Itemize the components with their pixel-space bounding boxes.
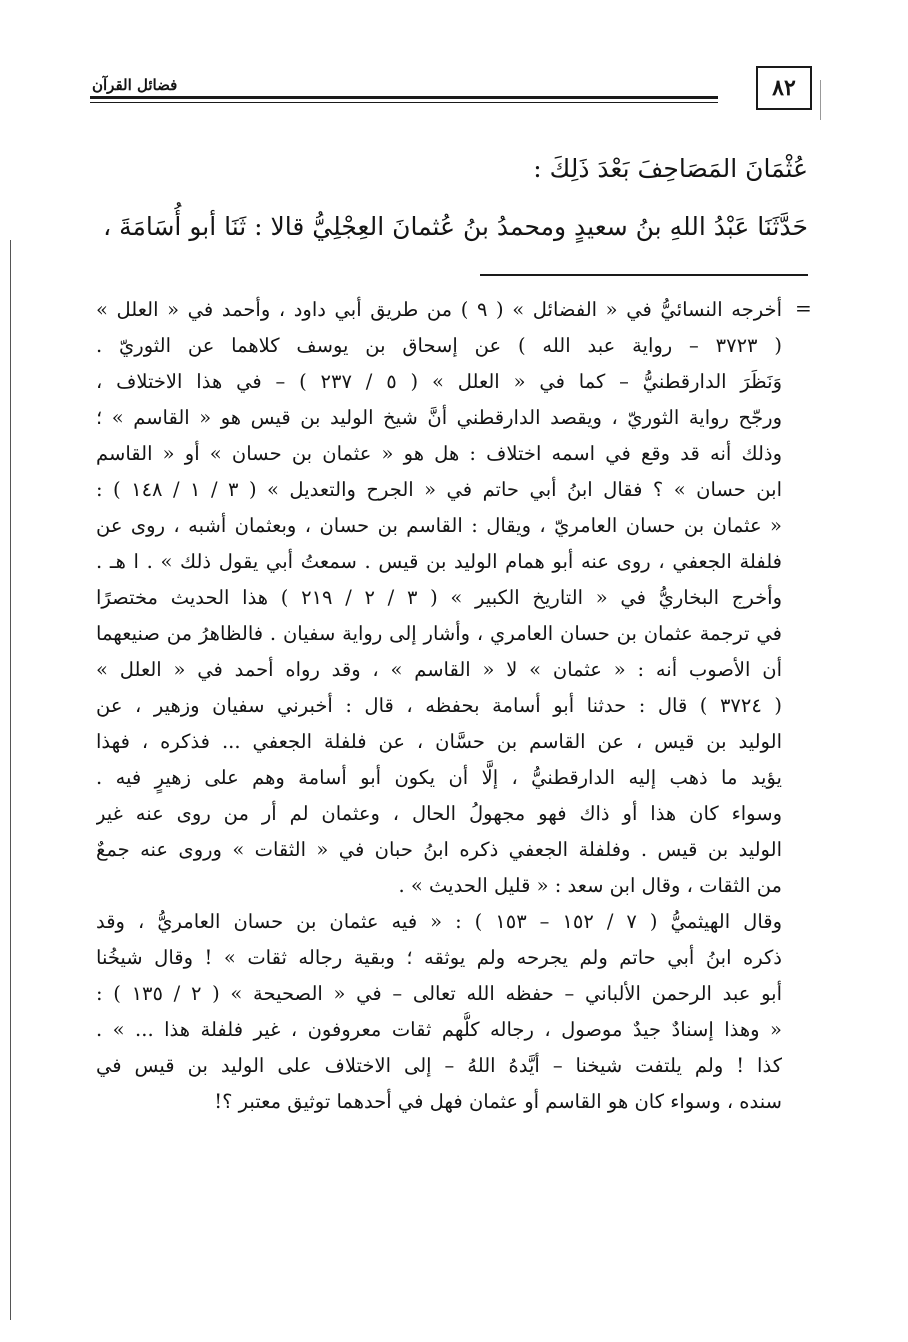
footnote-line: ( ٣٧٢٣ – رواية عبد الله ) عن إسحاق بن يوسف كلاهما عن الثوريّ . bbox=[96, 334, 782, 357]
footnote-line: كذا ! ولم يلتفت شيخنا – أيَّدهُ اللهُ – إلى الاختلاف على الوليد بن قيس في bbox=[96, 1054, 782, 1077]
footnote-line: من الثقات ، وقال ابن سعد : « قليل الحديث » . bbox=[398, 874, 782, 897]
footnote-line: وقال الهيثميُّ ( ٧ / ١٥٢ – ١٥٣ ) : « فيه عثمان بن حسان العامريُّ ، وقد bbox=[96, 910, 782, 933]
footnote-line: ابن حسان » ؟ فقال ابنُ أبي حاتم في « الجرح والتعديل » ( ٣ / ١ / ١٤٨ ) : bbox=[96, 478, 782, 501]
footnote-line: وأخرج البخاريُّ في « التاريخ الكبير » ( ٣ / ٢ / ٢١٩ ) هذا الحديث مختصرًا bbox=[96, 586, 782, 609]
footnote-line: أن الأصوب أنه : « عثمان » لا « القاسم » ، وقد رواه أحمد في « العلل » bbox=[96, 658, 782, 681]
footnote-line: وَنَظَرَ الدارقطنيُّ – كما في « العلل » ( ٥ / ٢٣٧ ) – في هذا الاختلاف ، bbox=[96, 370, 782, 393]
footnotes bbox=[96, 292, 782, 1120]
footnote-line: فلفلة الجعفي ، روى عنه أبو همام الوليد بن قيس . سمعتُ أبي يقول ذلك » . ا هـ . bbox=[96, 550, 782, 573]
header-rule bbox=[90, 96, 718, 99]
page-header bbox=[90, 62, 812, 118]
footnote-line: يؤيد ما ذهب إليه الدارقطنيُّ ، إلَّا أن يكون أبو أسامة وهم على زهيرٍ فيه . bbox=[96, 766, 782, 789]
footnote-line: ذكره ابنُ أبي حاتم ولم يجرحه ولم يوثقه ؛ وبقية رجاله ثقات » ! وقال شيخُنا bbox=[96, 946, 782, 969]
footnote-line: أبو عبد الرحمن الألباني – حفظه الله تعالى – في « الصحيحة » ( ٢ / ١٣٥ ) : bbox=[96, 982, 782, 1005]
footnote-line: الوليد بن قيس ، عن القاسم بن حسَّان ، عن فلفلة الجعفي ... فذكره ، فهذا bbox=[96, 730, 782, 753]
footnote-line: وذلك أنه قد وقع في اسمه اختلاف : هل هو « عثمان بن حسان » أو « القاسم bbox=[96, 442, 782, 465]
page-number: ٨٢ bbox=[756, 66, 812, 110]
main-text-line: حَدَّثَنَا عَبْدُ اللهِ بنُ سعيدٍ ومحمدُ بنُ عُثمانَ العِجْلِيُّ قالا : ثَنَا أبو أُسَامَةَ ، bbox=[103, 212, 808, 241]
footnote-continuation-mark: = bbox=[795, 296, 812, 320]
header-rule-thin bbox=[90, 102, 718, 103]
scan-margin-line bbox=[10, 240, 11, 1320]
footnote-line: الوليد بن قيس . وفلفلة الجعفي ذكره ابنُ حبان في « الثقات » وروى عنه جمعٌ bbox=[96, 838, 782, 861]
footnote-line: ورجّح رواية الثوريّ ، ويقصد الدارقطني أنَّ شيخ الوليد بن قيس هو « القاسم » ؛ bbox=[96, 406, 782, 429]
footnote-line: « عثمان بن حسان العامريّ ، ويقال : القاسم بن حسان ، وبعثمان أشبه ، روى عن bbox=[96, 514, 782, 537]
footnote-line: أخرجه النسائيُّ في « الفضائل » ( ٩ ) من طريق أبي داود ، وأحمد في « العلل » bbox=[96, 298, 782, 321]
footnote-line: « وهذا إسنادٌ جيدٌ موصول ، رجاله كلُّهم ثقات معروفون ، غير فلفلة هذا ... » . bbox=[96, 1018, 782, 1041]
footnote-line: في ترجمة عثمان بن حسان العامري ، وأشار إلى رواية سفيان . فالظاهرُ من صنيعهما bbox=[96, 622, 782, 645]
footnote-line: سنده ، وسواء كان هو القاسم أو عثمان فهل في أحدهما توثيق معتبر ؟! bbox=[214, 1090, 782, 1113]
footnote-line: ( ٣٧٢٤ ) قال : حدثنا أبو أسامة بحفظه ، قال : أخبرني سفيان وزهير ، عن bbox=[96, 694, 782, 717]
footnote-line: وسواء كان هذا أو ذاك فهو مجهولُ الحال ، وعثمان لم أر من روى عنه غير bbox=[96, 802, 782, 825]
running-title: فضائل القرآن bbox=[92, 76, 178, 94]
scan-margin-mark bbox=[820, 80, 821, 120]
main-text-line: عُثْمَانَ المَصَاحِفَ بَعْدَ ذَلِكَ : bbox=[533, 154, 808, 183]
footnote-separator bbox=[480, 274, 808, 276]
main-text bbox=[103, 140, 808, 256]
